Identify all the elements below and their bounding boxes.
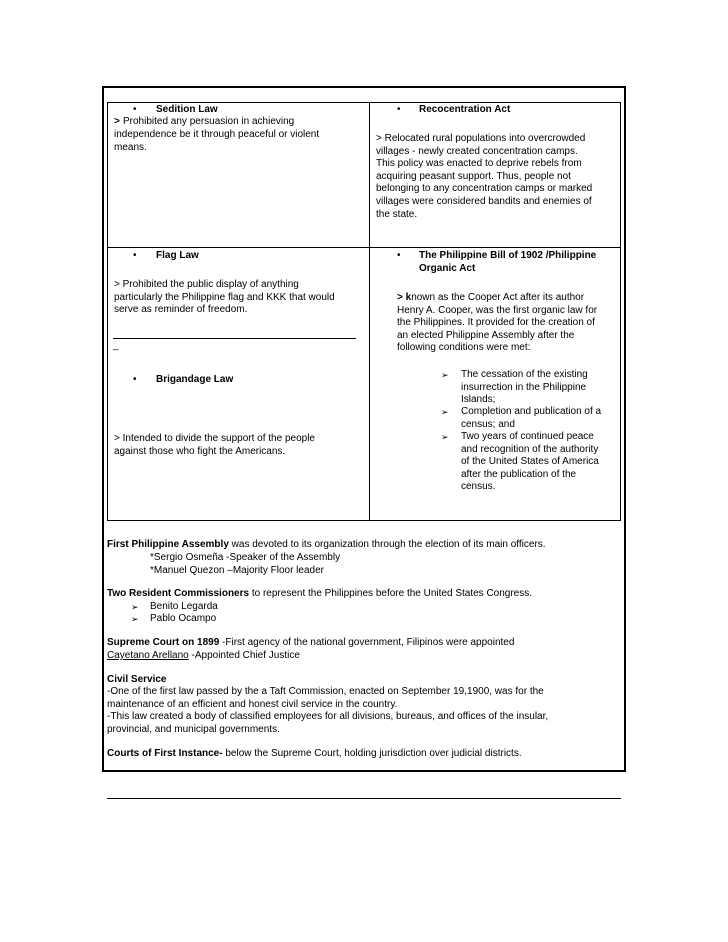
bullet-icon: • <box>133 374 137 385</box>
condition-line: census. <box>461 481 496 493</box>
civil-service-line: -This law created a body of classified employees for all divisions, bureaus, and offices of the insular, <box>107 711 549 723</box>
arrow-bullet-icon: ➢ <box>131 602 139 612</box>
reconcentration-line: This policy was enacted to deprive rebels from <box>376 158 582 170</box>
bill-intro-line: an elected Philippine Assembly after the <box>397 329 575 341</box>
brigandage-line: > Intended to divide the support of the people <box>114 433 315 444</box>
bill-intro-first: nown as the Cooper Act after its author <box>411 292 585 303</box>
assembly-heading: First Philippine Assembly <box>107 539 229 550</box>
reconcentration-title: Recocentration Act <box>419 104 511 115</box>
court-heading: Supreme Court on 1899 <box>107 637 220 648</box>
bill-intro-prefix: > k <box>397 292 412 303</box>
assembly-officer: *Manuel Quezon –Majority Floor leader <box>150 564 324 576</box>
civil-service-line: -One of the first law passed by the a Taft Commission, enacted on September 19,1900, was for the <box>107 686 544 697</box>
commissioner-name: Pablo Ocampo <box>150 613 217 624</box>
arrow-bullet-icon: ➢ <box>131 614 139 624</box>
arrow-bullet-icon: ➢ <box>441 407 449 417</box>
reconcentration-line: belonging to any concentration camps or marked <box>376 183 593 195</box>
flag-line: serve as reminder of freedom. <box>114 304 248 316</box>
bullet-icon: • <box>133 250 137 261</box>
bill-title-line: The Philippine Bill of 1902 /Philippine <box>419 250 597 261</box>
reconcentration-line: villages - newly created concentration camps. <box>376 145 578 157</box>
flag-line: particularly the Philippine flag and KKK that would <box>114 291 335 303</box>
condition-line: after the publication of the <box>461 468 577 480</box>
commissioners-heading: Two Resident Commissioners <box>107 588 250 599</box>
reconcentration-line: acquiring peasant support. Thus, people not <box>376 170 571 182</box>
condition-line: and recognition of the authority <box>461 443 599 455</box>
courts-first-text: below the Supreme Court, holding jurisdiction over judicial districts. <box>222 748 522 759</box>
underscore-rule <box>113 338 356 339</box>
bullet-icon: • <box>133 104 137 115</box>
bullet-icon: • <box>397 250 401 261</box>
commissioners-text: to represent the Philippines before the United States Congress. <box>249 588 533 599</box>
arrow-bullet-icon: ➢ <box>441 370 449 380</box>
civil-service-heading: Civil Service <box>107 674 167 685</box>
sedition-line: Prohibited any persuasion in achieving <box>123 116 295 127</box>
condition-line: of the United States of America <box>461 456 599 468</box>
civil-service-line: provincial, and municipal governments. <box>107 723 280 735</box>
condition-line: census; and <box>461 418 515 430</box>
sedition-prefix: > <box>114 116 120 127</box>
condition-line: Completion and publication of a <box>461 406 602 417</box>
arrow-bullet-icon: ➢ <box>441 432 449 442</box>
sedition-line: means. <box>114 142 147 153</box>
footer-rule <box>107 798 621 799</box>
courts-first-heading: Courts of First Instance- <box>107 748 223 759</box>
sedition-line: independence be it through peaceful or violent <box>114 129 320 140</box>
condition-line: The cessation of the existing <box>461 369 588 380</box>
condition-line: insurrection in the Philippine <box>461 381 587 393</box>
bill-title-line: Organic Act <box>419 262 476 274</box>
condition-line: Islands; <box>461 394 496 406</box>
chief-justice-name: Cayetano Arellano <box>107 650 189 661</box>
commissioner-name: Benito Legarda <box>150 601 218 612</box>
court-text: -First agency of the national government, Filipinos were appointed <box>219 637 515 648</box>
brigandage-line: against those who fight the Americans. <box>114 445 286 457</box>
assembly-officer: *Sergio Osmeña -Speaker of the Assembly <box>150 552 341 563</box>
bill-intro-line: Henry A. Cooper, was the first organic law for <box>397 304 598 316</box>
bill-intro-line: the Philippines. It provided for the creation of <box>397 317 595 329</box>
flag-title: Flag Law <box>156 250 199 261</box>
brigandage-title: Brigandage Law <box>156 374 234 385</box>
assembly-text: was devoted to its organization through the election of its main officers. <box>228 539 546 550</box>
condition-line: Two years of continued peace <box>461 431 594 442</box>
reconcentration-line: > Relocated rural populations into overcrowded <box>376 133 586 144</box>
underscore-tail: _ <box>113 340 119 351</box>
reconcentration-line: the state. <box>376 208 418 220</box>
flag-line: > Prohibited the public display of anything <box>114 279 299 290</box>
civil-service-line: maintenance of an efficient and honest civil service in the country. <box>107 698 398 710</box>
reconcentration-line: villages were considered bandits and enemies of <box>376 195 592 207</box>
bullet-icon: • <box>397 104 401 115</box>
sedition-title: Sedition Law <box>156 104 218 115</box>
chief-justice-text: -Appointed Chief Justice <box>188 650 300 661</box>
bill-intro-line: following conditions were met: <box>397 342 531 354</box>
